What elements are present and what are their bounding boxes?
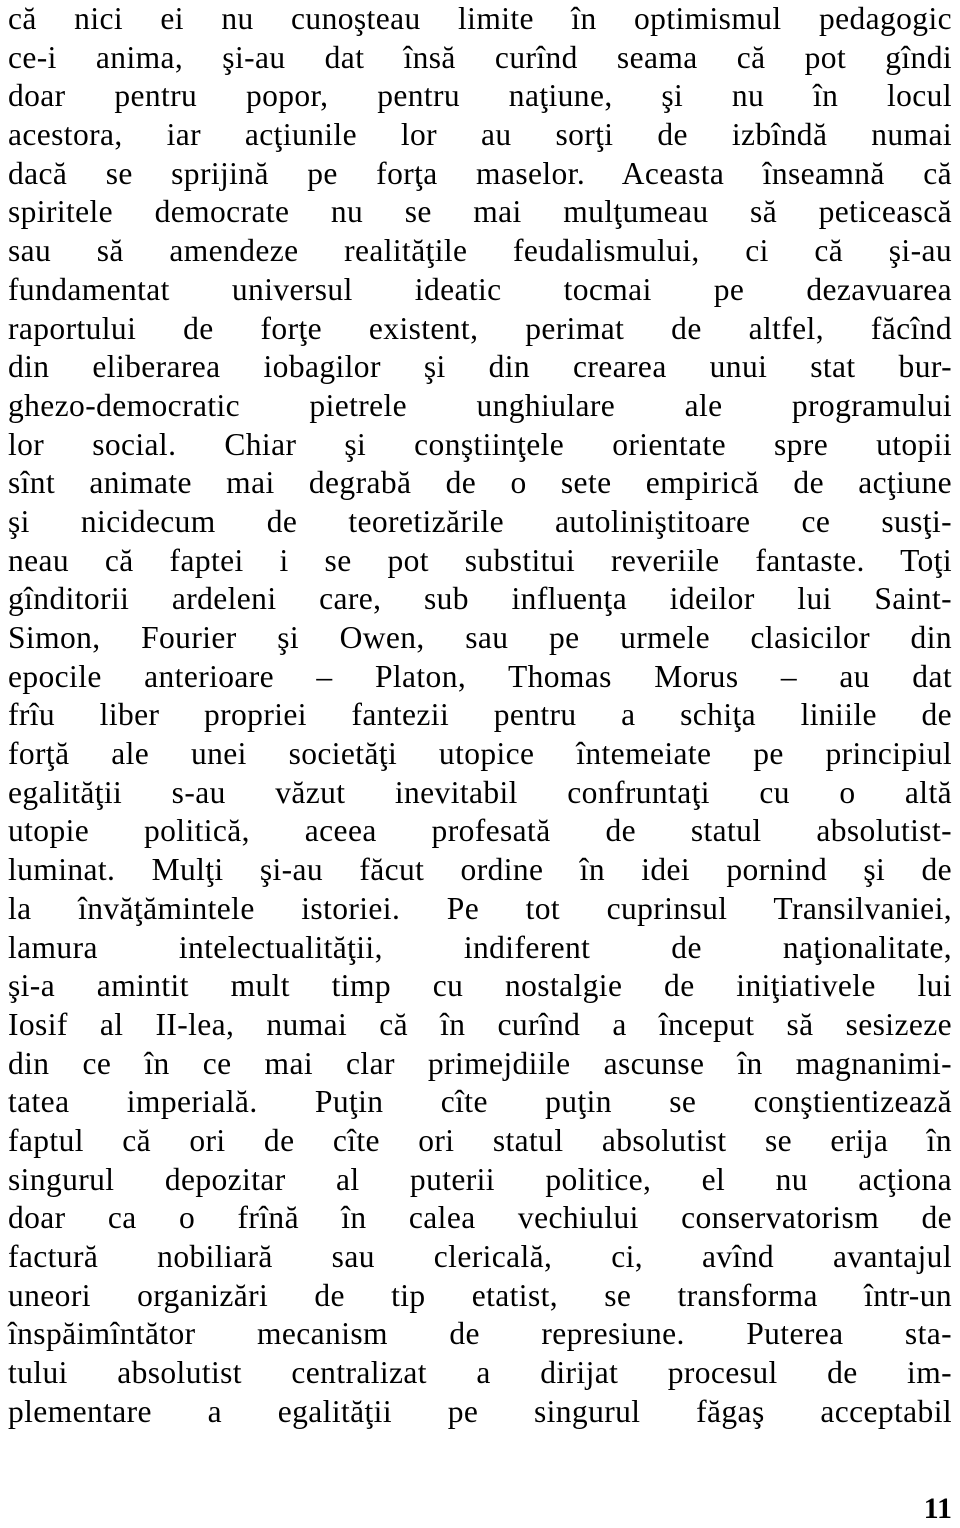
text-line: acestora, iar acţiunile lor au sorţi de izbîndă numai bbox=[8, 117, 952, 153]
text-line: şi nicidecum de teoretizările autoliniştitoare ce susţi- bbox=[8, 503, 952, 539]
text-line: tatea imperială. Puţin cîte puţin se conştientizează bbox=[8, 1084, 952, 1120]
text-line: şi-a amintit mult timp cu nostalgie de iniţiativele lui bbox=[8, 968, 952, 1004]
text-line: singurul depozitar al puterii politice, el nu acţiona bbox=[8, 1161, 952, 1197]
text-line: neau că faptei i se pot substitui reveriile fantaste. Toţi bbox=[8, 542, 952, 578]
text-line: spiritele democrate nu se mai mulţumeau să peticească bbox=[8, 194, 952, 230]
text-line: plementare a egalităţii pe singurul făgaş acceptabil bbox=[8, 1393, 952, 1429]
page-number: 11 bbox=[923, 1492, 952, 1525]
text-line: dacă se sprijină pe forţa maselor. Aceasta înseamnă că bbox=[8, 155, 952, 191]
text-line: doar pentru popor, pentru naţiune, şi nu în locul bbox=[8, 78, 952, 114]
text-line: ghezo-democratic pietrele unghiulare ale programului bbox=[8, 387, 952, 423]
text-line: frîu liber propriei fantezii pentru a schiţa liniile de bbox=[8, 697, 952, 733]
text-line: gînditorii ardeleni care, sub influenţa ideilor lui Saint- bbox=[8, 581, 952, 617]
text-line: înspăimîntător mecanism de represiune. Puterea sta- bbox=[8, 1316, 952, 1352]
text-line: din eliberarea iobagilor şi din crearea unui stat bur- bbox=[8, 349, 952, 385]
text-line: luminat. Mulţi şi-au făcut ordine în idei pornind şi de bbox=[8, 852, 952, 888]
text-line: la învăţămintele istoriei. Pe tot cuprinsul Transilvaniei, bbox=[8, 890, 952, 926]
text-line: fundamentat universul ideatic tocmai pe dezavuarea bbox=[8, 271, 952, 307]
text-line: egalităţii s-au văzut inevitabil confruntaţi cu o altă bbox=[8, 774, 952, 810]
text-line: forţă ale unei societăţi utopice întemeiate pe principiul bbox=[8, 736, 952, 772]
text-line: sau să amendeze realităţile feudalismului, ci că şi-au bbox=[8, 233, 952, 269]
text-line: din ce în ce mai clar primejdiile ascunse în magnanimi- bbox=[8, 1045, 952, 1081]
text-line: uneori organizări de tip etatist, se transforma într-un bbox=[8, 1277, 952, 1313]
body-text bbox=[8, 0, 952, 1431]
text-line: ce-i anima, şi-au dat însă curînd seama că pot gîndi bbox=[8, 39, 952, 75]
text-line: lor social. Chiar şi conştiinţele orientate spre utopii bbox=[8, 426, 952, 462]
text-line: lamura intelectualităţii, indiferent de naţionalitate, bbox=[8, 929, 952, 965]
text-line: doar ca o frînă în calea vechiului conservatorism de bbox=[8, 1200, 952, 1236]
text-line: sînt animate mai degrabă de o sete empirică de acţiune bbox=[8, 465, 952, 501]
text-line: factură nobiliară sau clericală, ci, avînd avantajul bbox=[8, 1239, 952, 1274]
text-line: Iosif al II-lea, numai că în curînd a început să sesizeze bbox=[8, 1006, 952, 1042]
text-line: că nici ei nu cunoşteau limite în optimismul pedagogic bbox=[8, 1, 952, 36]
text-line: epocile anterioare – Platon, Thomas Morus – au dat bbox=[8, 658, 952, 694]
text-line: Simon, Fourier şi Owen, sau pe urmele clasicilor din bbox=[8, 620, 952, 655]
text-line: tului absolutist centralizat a dirijat procesul de im- bbox=[8, 1355, 952, 1391]
text-line: raportului de forţe existent, perimat de altfel, făcînd bbox=[8, 310, 952, 346]
text-line: faptul că ori de cîte ori statul absolutist se erija în bbox=[8, 1122, 952, 1158]
text-line: utopie politică, aceea profesată de statul absolutist- bbox=[8, 813, 952, 849]
